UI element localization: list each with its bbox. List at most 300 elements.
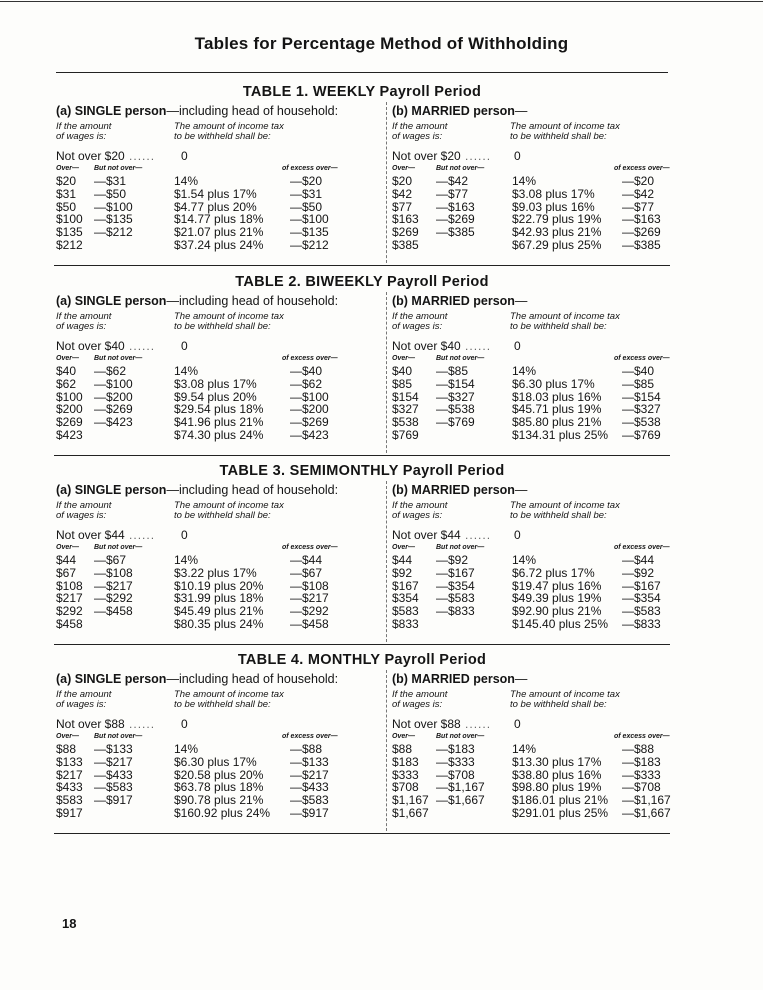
tax-label-line2: to be withheld shall be: <box>174 321 271 332</box>
bracket-row <box>56 567 366 580</box>
excess-over-amount: —$85 <box>622 376 655 391</box>
excess-over-amount: —$20 <box>290 174 323 188</box>
tax-label <box>174 690 374 710</box>
but-not-over-amount: —$1,667 <box>436 793 485 808</box>
not-over-tax: 0 <box>181 339 188 353</box>
over-amount: $269 <box>56 415 83 430</box>
bracket-row <box>56 175 366 188</box>
over-amount: $154 <box>392 389 419 404</box>
but-not-over-subheader: But not over— <box>94 544 143 551</box>
tax-formula: $9.54 plus 20% <box>174 389 257 404</box>
tax-formula: 14% <box>174 553 199 567</box>
but-not-over-amount: —$269 <box>94 402 133 417</box>
withholding-table <box>54 461 670 644</box>
table-title: TABLE 2. BIWEEKLY Payroll Period <box>235 274 489 290</box>
table-bottom-rule <box>54 644 670 645</box>
wages-label-line1: If the amount <box>56 121 112 132</box>
wages-label-line1: If the amount <box>392 311 448 322</box>
bracket-row <box>392 807 672 820</box>
single-person-column <box>56 481 366 644</box>
bracket-row <box>392 378 672 391</box>
tax-formula: $3.08 plus 17% <box>512 186 595 201</box>
tax-formula: $21.07 plus 21% <box>174 225 264 240</box>
single-person-header <box>56 292 366 310</box>
leader-dots: ...... <box>460 528 492 542</box>
married-person-column <box>392 481 672 644</box>
over-amount: $458 <box>56 616 83 631</box>
wages-label <box>392 312 502 332</box>
tax-formula: 14% <box>512 174 537 188</box>
tax-label-line2: to be withheld shall be: <box>510 699 607 710</box>
but-not-over-amount: —$183 <box>436 742 475 756</box>
wages-label-line1: If the amount <box>56 311 112 322</box>
bracket-row <box>56 365 366 378</box>
but-not-over-subheader: But not over— <box>436 544 485 551</box>
tax-label-line2: to be withheld shall be: <box>174 510 271 521</box>
tax-formula: $92.90 plus 21% <box>512 604 602 619</box>
wages-label-line2: of wages is: <box>392 699 443 710</box>
over-subheader: Over— <box>56 355 79 362</box>
not-over-amount: Not over $40 <box>56 339 125 353</box>
tax-formula: $45.71 plus 19% <box>512 402 602 417</box>
excess-over-amount: —$67 <box>290 565 323 580</box>
column-labels <box>56 122 366 148</box>
married-person-header <box>392 670 672 688</box>
tax-formula: $19.47 plus 16% <box>512 578 602 593</box>
wages-label <box>56 501 166 521</box>
bracket-row <box>56 554 366 567</box>
over-subheader: Over— <box>392 733 415 740</box>
excess-over-amount: —$458 <box>290 616 329 631</box>
married-header-bold: (b) MARRIED person <box>392 483 515 497</box>
tax-formula: $10.19 plus 20% <box>174 578 264 593</box>
not-over-tax: 0 <box>514 717 521 731</box>
over-amount: $108 <box>56 578 83 593</box>
bracket-row <box>56 188 366 201</box>
but-not-over-amount: —$212 <box>94 225 133 240</box>
single-person-header <box>56 481 366 499</box>
not-over-row <box>56 148 366 165</box>
tax-formula: $80.35 plus 24% <box>174 616 264 631</box>
bracket-row <box>392 188 672 201</box>
wages-label-line1: If the amount <box>392 689 448 700</box>
married-person-header <box>392 292 672 310</box>
over-subheader: Over— <box>392 544 415 551</box>
excess-over-amount: —$40 <box>290 364 323 378</box>
leader-dots: ...... <box>460 339 492 353</box>
but-not-over-amount: —$333 <box>436 754 475 769</box>
tax-formula: 14% <box>174 174 199 188</box>
but-not-over-amount: —$385 <box>436 225 475 240</box>
tax-formula: $134.31 plus 25% <box>512 427 609 442</box>
column-labels <box>392 501 672 527</box>
tax-formula: $1.54 plus 17% <box>174 186 257 201</box>
wages-label-line1: If the amount <box>56 689 112 700</box>
leader-dots: ...... <box>124 717 156 731</box>
excess-over-amount: —$77 <box>622 199 655 214</box>
over-amount: $31 <box>56 186 77 201</box>
tax-formula: $18.03 plus 16% <box>512 389 602 404</box>
over-amount: $1,167 <box>392 793 429 808</box>
tax-label <box>174 122 374 142</box>
wages-label-line2: of wages is: <box>392 321 443 332</box>
tax-label <box>174 501 374 521</box>
but-not-over-amount: —$833 <box>436 604 475 619</box>
over-amount: $135 <box>56 225 83 240</box>
over-amount: $583 <box>56 793 83 808</box>
leader-dots: ...... <box>124 528 156 542</box>
excess-over-amount: —$135 <box>290 225 329 240</box>
excess-over-amount: —$423 <box>290 427 329 442</box>
but-not-over-amount: —$92 <box>436 553 469 567</box>
bracket-row <box>392 239 672 252</box>
bracket-row <box>392 743 672 756</box>
over-amount: $85 <box>392 376 413 391</box>
single-header-rest: —including head of household: <box>166 104 339 118</box>
withholding-table <box>54 650 670 833</box>
over-amount: $200 <box>56 402 83 417</box>
over-amount: $917 <box>56 805 83 820</box>
excess-over-amount: —$163 <box>622 212 661 227</box>
but-not-over-subheader: But not over— <box>436 355 485 362</box>
not-over-tax: 0 <box>181 717 188 731</box>
column-labels <box>56 312 366 338</box>
not-over-tax: 0 <box>181 528 188 542</box>
tax-label <box>510 690 710 710</box>
over-amount: $538 <box>392 415 419 430</box>
table-columns <box>54 292 670 455</box>
tax-formula: $38.80 plus 16% <box>512 767 602 782</box>
over-amount: $167 <box>392 578 419 593</box>
wages-label <box>56 690 166 710</box>
excess-over-amount: —$217 <box>290 591 329 606</box>
over-subheader: Over— <box>392 355 415 362</box>
tax-label-line1: The amount of income tax <box>174 689 284 700</box>
leader-dots: ...... <box>124 339 156 353</box>
tax-formula: $67.29 plus 25% <box>512 237 602 252</box>
not-over-amount: Not over $44 <box>392 528 461 542</box>
tax-formula: 14% <box>512 742 537 756</box>
excess-over-amount: —$183 <box>622 754 661 769</box>
not-over-row <box>392 527 672 544</box>
but-not-over-subheader: But not over— <box>436 733 485 740</box>
over-amount: $333 <box>392 767 419 782</box>
excess-over-subheader: of excess over— <box>282 733 338 740</box>
married-person-column <box>392 292 672 455</box>
but-not-over-amount: —$154 <box>436 376 475 391</box>
over-amount: $40 <box>56 364 77 378</box>
single-person-column <box>56 670 366 833</box>
tax-formula: $63.78 plus 18% <box>174 780 264 795</box>
tax-label-line1: The amount of income tax <box>174 311 284 322</box>
over-amount: $67 <box>56 565 77 580</box>
bracket-row <box>56 743 366 756</box>
over-amount: $20 <box>392 174 413 188</box>
bracket-row <box>392 429 672 442</box>
over-amount: $88 <box>392 742 413 756</box>
table-title: TABLE 1. WEEKLY Payroll Period <box>242 84 482 100</box>
but-not-over-amount: —$42 <box>436 174 469 188</box>
excess-over-amount: —$154 <box>622 389 661 404</box>
excess-over-amount: —$583 <box>290 793 329 808</box>
table-bottom-rule <box>54 265 670 266</box>
bracket-row <box>392 554 672 567</box>
tax-formula: 14% <box>174 742 199 756</box>
wages-label-line2: of wages is: <box>56 321 107 332</box>
but-not-over-amount: —$135 <box>94 212 133 227</box>
excess-over-subheader: of excess over— <box>282 165 338 172</box>
tax-formula: $98.80 plus 19% <box>512 780 602 795</box>
tax-label-line1: The amount of income tax <box>510 311 620 322</box>
not-over-amount: Not over $88 <box>56 717 125 731</box>
bracket-row <box>392 175 672 188</box>
over-subheader: Over— <box>56 544 79 551</box>
bracket-row <box>56 618 366 631</box>
excess-over-amount: —$108 <box>290 578 329 593</box>
over-amount: $77 <box>392 199 413 214</box>
not-over-row <box>56 527 366 544</box>
excess-over-amount: —$62 <box>290 376 323 391</box>
wages-label-line2: of wages is: <box>56 699 107 710</box>
but-not-over-amount: —$327 <box>436 389 475 404</box>
bracket-row <box>56 807 366 820</box>
wages-label <box>56 312 166 332</box>
tax-label-line2: to be withheld shall be: <box>510 131 607 142</box>
leader-dots: ...... <box>460 149 492 163</box>
excess-over-subheader: of excess over— <box>614 355 670 362</box>
leader-dots: ...... <box>124 149 156 163</box>
tax-label <box>510 122 710 142</box>
excess-over-amount: —$50 <box>290 199 323 214</box>
single-person-column <box>56 102 366 265</box>
tax-formula: $85.80 plus 21% <box>512 415 602 430</box>
but-not-over-amount: —$433 <box>94 767 133 782</box>
wages-label <box>392 122 502 142</box>
bracket-row <box>392 756 672 769</box>
wages-label-line2: of wages is: <box>56 131 107 142</box>
not-over-row <box>56 716 366 733</box>
tax-formula: $42.93 plus 21% <box>512 225 602 240</box>
excess-over-amount: —$212 <box>290 237 329 252</box>
tax-label-line1: The amount of income tax <box>174 500 284 511</box>
tax-formula: $6.30 plus 17% <box>174 754 257 769</box>
tax-formula: $37.24 plus 24% <box>174 237 264 252</box>
over-amount: $50 <box>56 199 77 214</box>
over-amount: $327 <box>392 402 419 417</box>
single-header-rest: —including head of household: <box>166 294 339 308</box>
tax-formula: $160.92 plus 24% <box>174 805 271 820</box>
column-labels <box>56 501 366 527</box>
tax-formula: $4.77 plus 20% <box>174 199 257 214</box>
excess-over-amount: —$269 <box>290 415 329 430</box>
over-amount: $40 <box>392 364 413 378</box>
withholding-table <box>54 272 670 455</box>
table-title: TABLE 3. SEMIMONTHLY Payroll Period <box>219 463 505 479</box>
excess-over-amount: —$538 <box>622 415 661 430</box>
single-person-header <box>56 102 366 120</box>
column-labels <box>392 122 672 148</box>
tax-formula: $49.39 plus 19% <box>512 591 602 606</box>
wages-label-line2: of wages is: <box>392 131 443 142</box>
tax-label <box>510 312 710 332</box>
column-divider <box>386 292 387 453</box>
excess-over-amount: —$44 <box>290 553 323 567</box>
tax-formula: $3.08 plus 17% <box>174 376 257 391</box>
excess-over-amount: —$333 <box>622 767 661 782</box>
bracket-row <box>56 239 366 252</box>
excess-over-amount: —$1,667 <box>622 805 671 820</box>
not-over-row <box>392 148 672 165</box>
wages-label <box>56 122 166 142</box>
tax-formula: $145.40 plus 25% <box>512 616 609 631</box>
excess-over-amount: —$88 <box>622 742 655 756</box>
table-bottom-rule <box>54 833 670 834</box>
over-amount: $292 <box>56 604 83 619</box>
excess-over-amount: —$1,167 <box>622 793 671 808</box>
top-edge-rule <box>0 1 763 2</box>
tax-formula: $6.30 plus 17% <box>512 376 595 391</box>
but-not-over-amount: —$167 <box>436 565 475 580</box>
excess-over-amount: —$708 <box>622 780 661 795</box>
but-not-over-amount: —$458 <box>94 604 133 619</box>
over-amount: $44 <box>392 553 413 567</box>
excess-over-amount: —$292 <box>290 604 329 619</box>
over-amount: $583 <box>392 604 419 619</box>
wages-label-line1: If the amount <box>56 500 112 511</box>
tax-label-line2: to be withheld shall be: <box>510 321 607 332</box>
tax-label-line1: The amount of income tax <box>510 689 620 700</box>
excess-over-amount: —$167 <box>622 578 661 593</box>
over-subheader: Over— <box>392 165 415 172</box>
tax-label-line1: The amount of income tax <box>174 121 284 132</box>
over-amount: $42 <box>392 186 413 201</box>
wages-label-line1: If the amount <box>392 500 448 511</box>
over-amount: $217 <box>56 591 83 606</box>
single-person-column <box>56 292 366 455</box>
but-not-over-amount: —$269 <box>436 212 475 227</box>
married-person-header <box>392 102 672 120</box>
tax-formula: $3.22 plus 17% <box>174 565 257 580</box>
column-labels <box>392 312 672 338</box>
over-amount: $212 <box>56 237 83 252</box>
over-amount: $44 <box>56 553 77 567</box>
over-amount: $269 <box>392 225 419 240</box>
but-not-over-subheader: But not over— <box>436 165 485 172</box>
tax-formula: $74.30 plus 24% <box>174 427 264 442</box>
not-over-amount: Not over $44 <box>56 528 125 542</box>
over-amount: $769 <box>392 427 419 442</box>
excess-over-amount: —$327 <box>622 402 661 417</box>
married-header-bold: (b) MARRIED person <box>392 672 515 686</box>
excess-over-amount: —$354 <box>622 591 661 606</box>
tax-label-line2: to be withheld shall be: <box>174 699 271 710</box>
married-person-column <box>392 670 672 833</box>
wages-label-line1: If the amount <box>392 121 448 132</box>
over-amount: $433 <box>56 780 83 795</box>
but-not-over-amount: —$100 <box>94 199 133 214</box>
but-not-over-amount: —$217 <box>94 754 133 769</box>
excess-over-amount: —$100 <box>290 212 329 227</box>
but-not-over-amount: —$133 <box>94 742 133 756</box>
tax-label <box>174 312 374 332</box>
but-not-over-amount: —$769 <box>436 415 475 430</box>
tax-formula: $14.77 plus 18% <box>174 212 264 227</box>
not-over-tax: 0 <box>514 339 521 353</box>
excess-over-amount: —$769 <box>622 427 661 442</box>
but-not-over-amount: —$423 <box>94 415 133 430</box>
but-not-over-amount: —$108 <box>94 565 133 580</box>
but-not-over-amount: —$77 <box>436 186 469 201</box>
tax-label-line1: The amount of income tax <box>510 500 620 511</box>
but-not-over-amount: —$200 <box>94 389 133 404</box>
tax-formula: $22.79 plus 19% <box>512 212 602 227</box>
leader-dots: ...... <box>460 717 492 731</box>
excess-over-subheader: of excess over— <box>282 355 338 362</box>
single-header-bold: (a) SINGLE person <box>56 483 167 497</box>
excess-over-amount: —$40 <box>622 364 655 378</box>
wages-label-line2: of wages is: <box>56 510 107 521</box>
not-over-amount: Not over $20 <box>56 149 125 163</box>
bracket-row <box>392 567 672 580</box>
table-bottom-rule <box>54 455 670 456</box>
column-divider <box>386 102 387 263</box>
tax-formula: $186.01 plus 21% <box>512 793 609 808</box>
tax-label <box>510 501 710 521</box>
but-not-over-amount: —$163 <box>436 199 475 214</box>
excess-over-amount: —$269 <box>622 225 661 240</box>
bracket-row <box>56 756 366 769</box>
but-not-over-subheader: But not over— <box>94 165 143 172</box>
but-not-over-amount: —$583 <box>436 591 475 606</box>
over-amount: $163 <box>392 212 419 227</box>
over-amount: $217 <box>56 767 83 782</box>
tax-formula: $291.01 plus 25% <box>512 805 609 820</box>
bracket-row <box>56 429 366 442</box>
but-not-over-amount: —$583 <box>94 780 133 795</box>
tax-formula: $29.54 plus 18% <box>174 402 264 417</box>
married-header-rest: — <box>514 104 528 118</box>
tax-formula: 14% <box>174 364 199 378</box>
but-not-over-amount: —$85 <box>436 364 469 378</box>
excess-over-amount: —$583 <box>622 604 661 619</box>
column-labels <box>392 690 672 716</box>
tax-formula: 14% <box>512 553 537 567</box>
excess-over-amount: —$385 <box>622 237 661 252</box>
single-header-bold: (a) SINGLE person <box>56 104 167 118</box>
single-header-rest: —including head of household: <box>166 483 339 497</box>
but-not-over-amount: —$67 <box>94 553 127 567</box>
tax-formula: 14% <box>512 364 537 378</box>
tax-formula: $90.78 plus 21% <box>174 793 264 808</box>
page-title: Tables for Percentage Method of Withholding <box>194 34 569 53</box>
tax-label-line2: to be withheld shall be: <box>510 510 607 521</box>
withholding-table <box>54 82 670 265</box>
but-not-over-amount: —$100 <box>94 376 133 391</box>
excess-over-amount: —$917 <box>290 805 329 820</box>
over-amount: $100 <box>56 389 83 404</box>
over-subheader: Over— <box>56 165 79 172</box>
excess-over-amount: —$200 <box>290 402 329 417</box>
table-columns <box>54 670 670 833</box>
not-over-amount: Not over $40 <box>392 339 461 353</box>
page-number: 18 <box>62 916 77 931</box>
column-divider <box>386 481 387 642</box>
not-over-amount: Not over $88 <box>392 717 461 731</box>
but-not-over-subheader: But not over— <box>94 355 143 362</box>
married-header-rest: — <box>514 294 528 308</box>
over-amount: $88 <box>56 742 77 756</box>
not-over-tax: 0 <box>514 528 521 542</box>
